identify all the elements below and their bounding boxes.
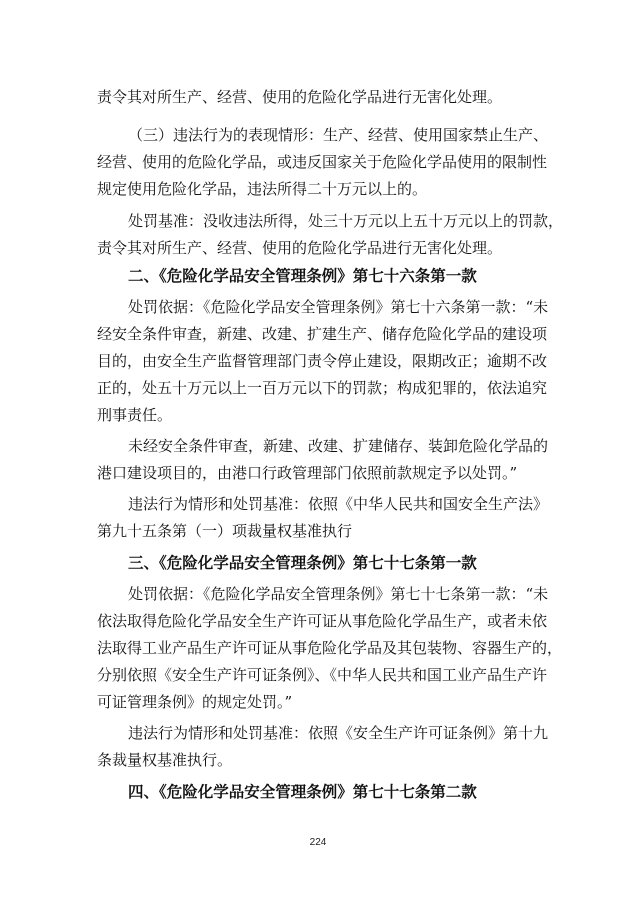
text-line: 可证管理条例》的规定处罚。” <box>97 693 293 711</box>
text-line: 责令其对所生产、经营、使用的危险化学品进行无害化处理。 <box>97 239 503 257</box>
text-line: 处罚依据：《危险化学品安全管理条例》第七十六条第一款：“未 <box>128 298 549 316</box>
text-line: 经营、使用的危险化学品，或违反国家关于危险化学品使用的限制性 <box>97 153 548 171</box>
text-line: 正的，处五十万元以上一百万元以下的罚款；构成犯罪的，依法追究 <box>97 379 548 397</box>
text-line: 刑事责任。 <box>97 406 173 424</box>
text-line: 未经安全条件审查，新建、改建、扩建储存、装卸危险化学品的 <box>128 437 549 455</box>
text-line: 条裁量权基准执行。 <box>97 751 233 769</box>
text-line: 规定使用危险化学品，违法所得二十万元以上的。 <box>97 180 428 198</box>
text-line: 经安全条件审查，新建、改建、扩建生产、储存危险化学品的建设项 <box>97 325 548 343</box>
text-line: 依法取得危险化学品安全生产许可证从事危险化学品生产，或者未依 <box>97 612 548 630</box>
page-number: 224 <box>309 837 327 848</box>
section-heading: 二、《危险化学品安全管理条例》第七十六条第一款 <box>128 267 477 285</box>
text-line: 分别依照《安全生产许可证条例》、《中华人民共和国工业产品生产许 <box>97 666 548 684</box>
text-line: 法取得工业产品生产许可证从事危险化学品及其包装物、容器生产的， <box>97 639 563 657</box>
text-line: 目的，由安全生产监督管理部门责令停止建设，限期改正；逾期不改 <box>97 352 548 370</box>
section-heading: 四、《危险化学品安全管理条例》第七十七条第二款 <box>128 783 477 801</box>
text-line: 违法行为情形和处罚基准：依照《中华人民共和国安全生产法》 <box>128 495 549 513</box>
text-line: 港口建设项目的，由港口行政管理部门依照前款规定予以处罚。” <box>97 464 518 482</box>
section-heading: 三、《危险化学品安全管理条例》第七十七条第一款 <box>128 554 477 572</box>
text-line: （三）违法行为的表现情形：生产、经营、使用国家禁止生产、 <box>128 126 549 144</box>
text-line: 违法行为情形和处罚基准：依照《安全生产许可证条例》第十九 <box>128 724 549 742</box>
text-line: 第九十五条第（一）项裁量权基准执行 <box>97 522 353 540</box>
text-line: 责令其对所生产、经营、使用的危险化学品进行无害化处理。 <box>97 88 503 106</box>
text-line: 处罚基准：没收违法所得，处三十万元以上五十万元以上的罚款， <box>128 212 564 230</box>
text-line: 处罚依据：《危险化学品安全管理条例》第七十七条第一款：“未 <box>128 585 549 603</box>
